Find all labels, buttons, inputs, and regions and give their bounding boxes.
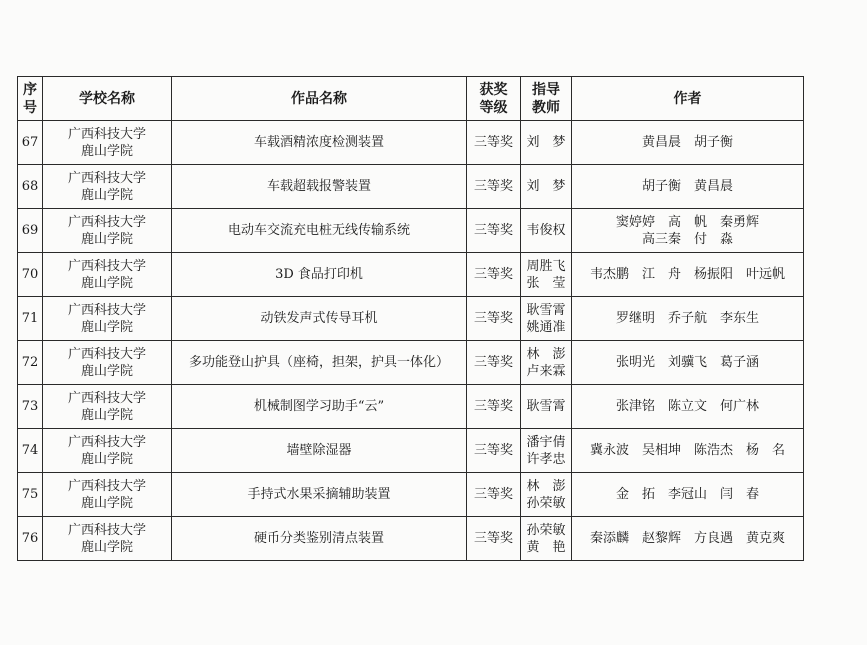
work-title: 车载酒精浓度检测装置 [172, 121, 467, 165]
header-advisor: 指导 教师 [521, 77, 572, 121]
work-title: 3D 食品打印机 [172, 253, 467, 297]
school-name: 广西科技大学 鹿山学院 [43, 253, 172, 297]
work-title: 车载超载报警装置 [172, 165, 467, 209]
award-level: 三等奖 [467, 209, 521, 253]
header-work: 作品名称 [172, 77, 467, 121]
school-name: 广西科技大学 鹿山学院 [43, 121, 172, 165]
school-name: 广西科技大学 鹿山学院 [43, 517, 172, 561]
school-name: 广西科技大学 鹿山学院 [43, 297, 172, 341]
author-names: 胡子衡 黄昌晨 [572, 165, 804, 209]
author-names: 张明光 刘骥飞 葛子涵 [572, 341, 804, 385]
header-authors: 作者 [572, 77, 804, 121]
table-row [18, 473, 804, 517]
work-title: 硬币分类鉴别清点装置 [172, 517, 467, 561]
row-number: 67 [18, 121, 43, 165]
work-title: 动铁发声式传导耳机 [172, 297, 467, 341]
awards-table [17, 76, 804, 561]
school-name: 广西科技大学 鹿山学院 [43, 341, 172, 385]
advisor-names: 刘 梦 [521, 121, 572, 165]
author-names: 韦杰鹏 江 舟 杨振阳 叶远帆 [572, 253, 804, 297]
table-row [18, 429, 804, 473]
table-row [18, 517, 804, 561]
award-level: 三等奖 [467, 297, 521, 341]
advisor-names: 耿雪霄 [521, 385, 572, 429]
school-name: 广西科技大学 鹿山学院 [43, 385, 172, 429]
row-number: 75 [18, 473, 43, 517]
table-row [18, 253, 804, 297]
table-row [18, 341, 804, 385]
award-level: 三等奖 [467, 253, 521, 297]
table-body [18, 121, 804, 561]
author-names: 冀永波 吴相坤 陈浩杰 杨 名 [572, 429, 804, 473]
author-names: 窦婷婷 高 帆 秦勇辉 高三秦 付 淼 [572, 209, 804, 253]
row-number: 70 [18, 253, 43, 297]
advisor-names: 潘宇倩 许孝忠 [521, 429, 572, 473]
author-names: 秦添麟 赵黎辉 方良遇 黄克爽 [572, 517, 804, 561]
school-name: 广西科技大学 鹿山学院 [43, 473, 172, 517]
advisor-names: 刘 梦 [521, 165, 572, 209]
award-level: 三等奖 [467, 473, 521, 517]
table-header-row [18, 77, 804, 121]
award-level: 三等奖 [467, 121, 521, 165]
author-names: 罗继明 乔子航 李东生 [572, 297, 804, 341]
header-school: 学校名称 [43, 77, 172, 121]
award-level: 三等奖 [467, 341, 521, 385]
award-level: 三等奖 [467, 385, 521, 429]
row-number: 73 [18, 385, 43, 429]
row-number: 76 [18, 517, 43, 561]
school-name: 广西科技大学 鹿山学院 [43, 165, 172, 209]
work-title: 机械制图学习助手“云” [172, 385, 467, 429]
advisor-names: 林 澎 孙荣敏 [521, 473, 572, 517]
advisor-names: 周胜飞 张 莹 [521, 253, 572, 297]
school-name: 广西科技大学 鹿山学院 [43, 429, 172, 473]
author-names: 黄昌晨 胡子衡 [572, 121, 804, 165]
row-number: 71 [18, 297, 43, 341]
row-number: 72 [18, 341, 43, 385]
advisor-names: 林 澎 卢来霖 [521, 341, 572, 385]
award-level: 三等奖 [467, 165, 521, 209]
school-name: 广西科技大学 鹿山学院 [43, 209, 172, 253]
row-number: 68 [18, 165, 43, 209]
author-names: 张津铭 陈立文 何广林 [572, 385, 804, 429]
row-number: 69 [18, 209, 43, 253]
work-title: 多功能登山护具（座椅，担架，护具一体化） [172, 341, 467, 385]
advisor-names: 耿雪霄 姚通准 [521, 297, 572, 341]
table-row [18, 121, 804, 165]
header-award: 获奖 等级 [467, 77, 521, 121]
table-row [18, 165, 804, 209]
table-row [18, 385, 804, 429]
award-level: 三等奖 [467, 517, 521, 561]
table-row [18, 297, 804, 341]
advisor-names: 孙荣敏 黄 艳 [521, 517, 572, 561]
award-level: 三等奖 [467, 429, 521, 473]
work-title: 电动车交流充电桩无线传输系统 [172, 209, 467, 253]
work-title: 墙壁除湿器 [172, 429, 467, 473]
work-title: 手持式水果采摘辅助装置 [172, 473, 467, 517]
header-no: 序 号 [18, 77, 43, 121]
author-names: 金 拓 李冠山 闫 春 [572, 473, 804, 517]
advisor-names: 韦俊权 [521, 209, 572, 253]
row-number: 74 [18, 429, 43, 473]
table-row [18, 209, 804, 253]
